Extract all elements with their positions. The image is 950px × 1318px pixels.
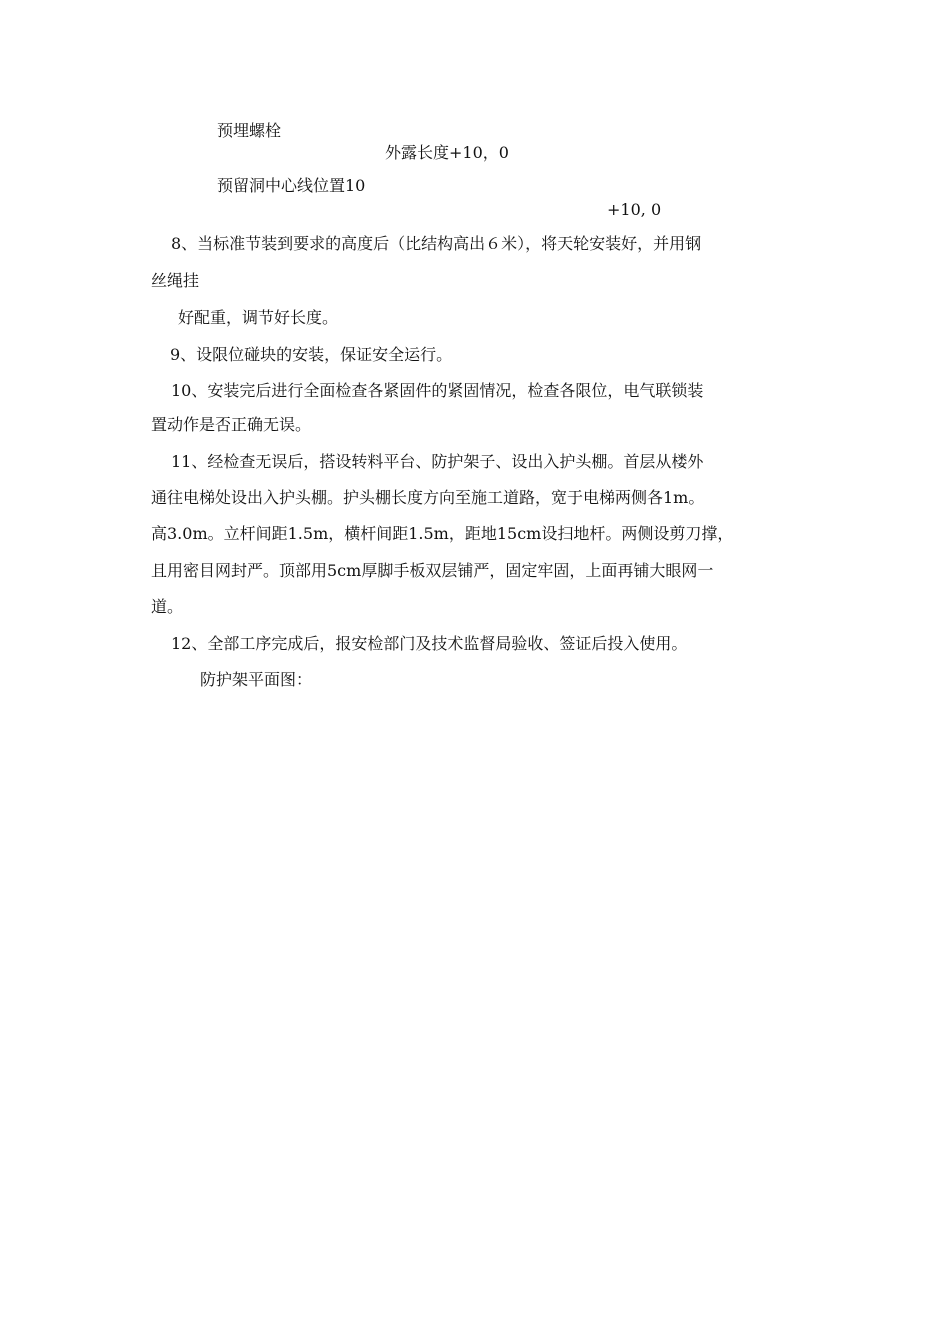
step-11-line-2: 通往电梯处设出入护头棚。护头棚长度方向至施工道路，宽于电梯两侧各1m。	[151, 488, 705, 507]
step-8-line-2: 丝绳挂	[151, 271, 200, 290]
reserved-hole-label: 预留洞中心线位置10	[217, 176, 366, 195]
step-8-line-1: 8、当标准节装到要求的高度后（比结构高出６米），将天轮安装好，并用钢	[171, 234, 702, 253]
step-10-line-1: 10、安装完后进行全面检查各紧固件的紧固情况，检查各限位，电气联锁装	[171, 381, 704, 400]
figure-caption: 防护架平面图：	[200, 670, 313, 689]
step-11-line-5: 道。	[151, 597, 184, 616]
embedded-bolt-value: 外露长度+10，0	[385, 143, 509, 162]
reserved-hole-value: +10, 0	[607, 200, 662, 219]
step-10-line-2: 置动作是否正确无误。	[151, 415, 312, 434]
step-8-line-3: 好配重，调节好长度。	[178, 308, 339, 327]
step-11-line-3: 高3.0m。立杆间距1.5m，横杆间距1.5m，距地15cm设扫地杆。两侧设剪刀撑，	[151, 524, 734, 543]
step-11-line-1: 11、经检查无误后，搭设转料平台、防护架子、设出入护头棚。首层从楼外	[171, 452, 704, 471]
step-11-line-4: 且用密目网封严。顶部用5cm厚脚手板双层铺严，固定牢固，上面再铺大眼网一	[151, 561, 714, 580]
step-12: 12、全部工序完成后，报安检部门及技术监督局验收、签证后投入使用。	[171, 634, 688, 653]
step-9: 9、设限位碰块的安装，保证安全运行。	[170, 345, 453, 364]
embedded-bolt-label: 预埋螺栓	[217, 121, 282, 140]
